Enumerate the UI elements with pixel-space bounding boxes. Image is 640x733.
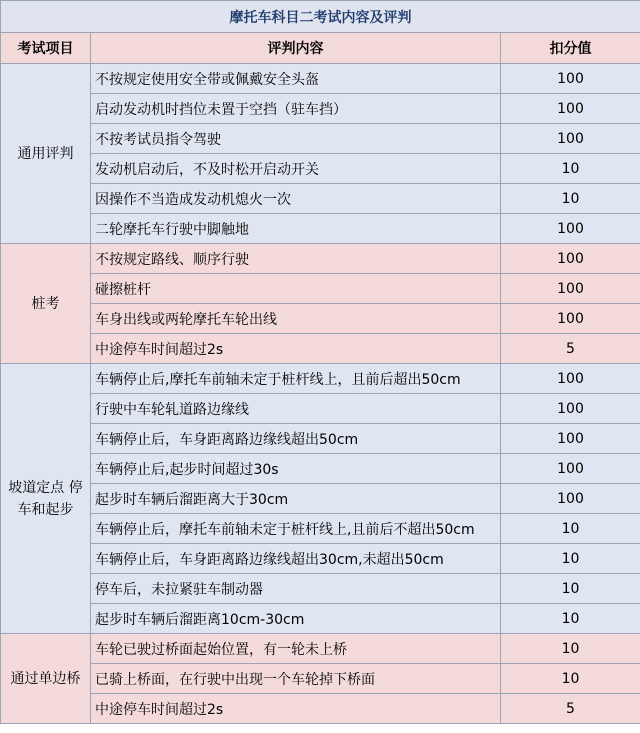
- group-name: 桩考: [1, 244, 91, 364]
- criterion-text: 车轮已驶过桥面起始位置，有一轮未上桥: [91, 634, 501, 664]
- deduction-value: 10: [501, 514, 640, 544]
- criterion-text: 不按考试员指令驾驶: [91, 124, 501, 154]
- deduction-value: 5: [501, 334, 640, 364]
- criterion-text: 车辆停止后,起步时间超过30s: [91, 454, 501, 484]
- criterion-text: 车辆停止后,摩托车前轴未定于桩杆线上，且前后超出50cm: [91, 364, 501, 394]
- header-score: 扣分值: [501, 33, 640, 64]
- deduction-value: 100: [501, 484, 640, 514]
- deduction-value: 100: [501, 94, 640, 124]
- deduction-value: 100: [501, 64, 640, 94]
- table-row: [1, 154, 640, 184]
- table-row: [1, 544, 640, 574]
- criterion-text: 车辆停止后，车身距离路边缘线超出50cm: [91, 424, 501, 454]
- table-row: [1, 334, 640, 364]
- deduction-value: 10: [501, 604, 640, 634]
- group-name: 通过单边桥: [1, 634, 91, 724]
- table-row: [1, 664, 640, 694]
- deduction-value: 10: [501, 154, 640, 184]
- criterion-text: 起步时车辆后溜距离大于30cm: [91, 484, 501, 514]
- criterion-text: 启动发动机时挡位未置于空挡（驻车挡）: [91, 94, 501, 124]
- title-row: [1, 1, 640, 33]
- table-row: [1, 64, 640, 94]
- criterion-text: 行驶中车轮轧道路边缘线: [91, 394, 501, 424]
- deduction-value: 10: [501, 574, 640, 604]
- table-row: [1, 454, 640, 484]
- deduction-value: 10: [501, 634, 640, 664]
- group-name: 坡道定点 停车和起步: [1, 364, 91, 634]
- header-content: 评判内容: [91, 33, 501, 64]
- table-row: [1, 574, 640, 604]
- table-row: [1, 364, 640, 394]
- deduction-value: 100: [501, 124, 640, 154]
- deduction-value: 10: [501, 544, 640, 574]
- criterion-text: 二轮摩托车行驶中脚触地: [91, 214, 501, 244]
- table-row: [1, 214, 640, 244]
- criterion-text: 不按规定路线、顺序行驶: [91, 244, 501, 274]
- deduction-value: 10: [501, 184, 640, 214]
- deduction-value: 100: [501, 214, 640, 244]
- deduction-value: 100: [501, 364, 640, 394]
- table-row: [1, 424, 640, 454]
- criterion-text: 车辆停止后，车身距离路边缘线超出30cm,未超出50cm: [91, 544, 501, 574]
- table-row: [1, 304, 640, 334]
- criterion-text: 车辆停止后，摩托车前轴未定于桩杆线上,且前后不超出50cm: [91, 514, 501, 544]
- criterion-text: 碰擦桩杆: [91, 274, 501, 304]
- header-item: 考试项目: [1, 33, 91, 64]
- group-name: 通用评判: [1, 64, 91, 244]
- table-row: [1, 394, 640, 424]
- table-row: [1, 514, 640, 544]
- table-row: [1, 634, 640, 664]
- deduction-value: 100: [501, 274, 640, 304]
- table-row: [1, 604, 640, 634]
- deduction-value: 5: [501, 694, 640, 724]
- criterion-text: 起步时车辆后溜距离10cm-30cm: [91, 604, 501, 634]
- deduction-value: 100: [501, 424, 640, 454]
- table-row: [1, 274, 640, 304]
- header-row: [1, 33, 640, 64]
- table-row: [1, 184, 640, 214]
- criterion-text: 中途停车时间超过2s: [91, 334, 501, 364]
- deduction-value: 100: [501, 394, 640, 424]
- deduction-value: 10: [501, 664, 640, 694]
- table-row: [1, 694, 640, 724]
- criterion-text: 发动机启动后，不及时松开启动开关: [91, 154, 501, 184]
- table-title: 摩托车科目二考试内容及评判: [1, 1, 640, 33]
- criterion-text: 中途停车时间超过2s: [91, 694, 501, 724]
- table-row: [1, 484, 640, 514]
- criterion-text: 车身出线或两轮摩托车轮出线: [91, 304, 501, 334]
- deduction-value: 100: [501, 244, 640, 274]
- deduction-value: 100: [501, 304, 640, 334]
- table-row: [1, 94, 640, 124]
- criterion-text: 不按规定使用安全带或佩戴安全头盔: [91, 64, 501, 94]
- deduction-value: 100: [501, 454, 640, 484]
- table-row: [1, 124, 640, 154]
- criterion-text: 已骑上桥面，在行驶中出现一个车轮掉下桥面: [91, 664, 501, 694]
- table-row: [1, 244, 640, 274]
- criterion-text: 停车后，未拉紧驻车制动器: [91, 574, 501, 604]
- criterion-text: 因操作不当造成发动机熄火一次: [91, 184, 501, 214]
